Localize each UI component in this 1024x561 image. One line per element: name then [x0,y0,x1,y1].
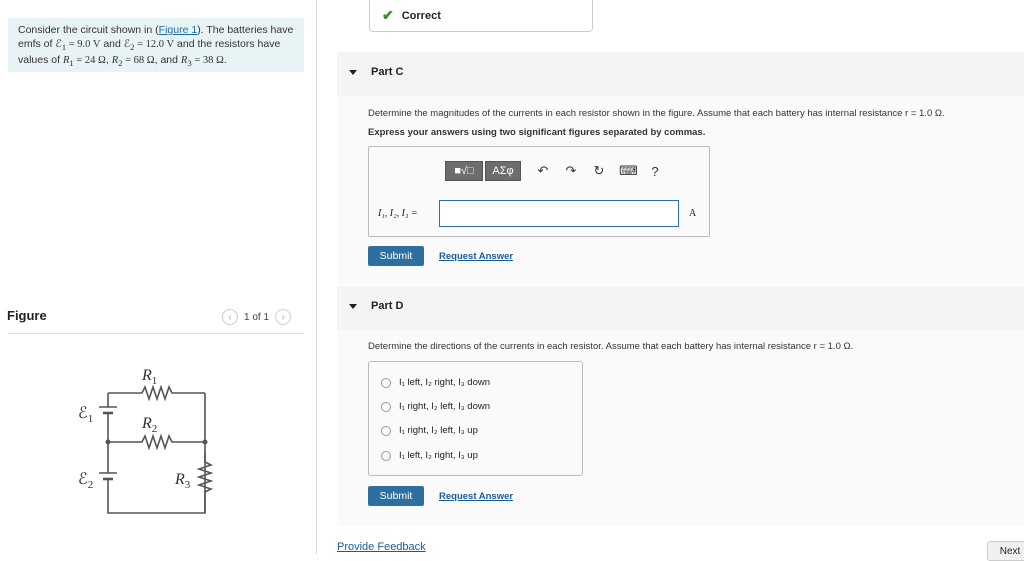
problem-statement: Consider the circuit shown in (Figure 1). The batteries have emfs of ℰ$_1$ = 9.0 V and ℰ$_2$ = 12.0 V and the resistors have values of $R_1 = 24$ Ω, $R_2 = 68$ Ω, and $R_3 = 38$ Ω. [8,18,304,72]
emf1-symbol: ℰ$_1$ = 9.0 V [55,38,101,52]
correct-status [369,0,593,32]
answer-input[interactable] [439,200,679,227]
circuit-diagram [70,360,230,520]
choice-option[interactable]: I₁ left, I₂ right, I₃ down [381,377,490,388]
answer-label: I₁, I₂, I₃ = [378,208,418,219]
collapse-triangle-icon [349,304,357,309]
r2-value: $R_2 = 68$ Ω [111,55,155,69]
radio-button[interactable] [381,426,391,436]
figure-link[interactable]: Figure 1 [158,24,198,36]
problem-text: and [100,37,124,50]
choice-option[interactable]: I₁ right, I₂ left, I₃ down [381,401,490,412]
help-icon[interactable]: ? [651,163,659,179]
check-icon: ✔ [382,7,394,23]
part-d-title: Part D [371,300,404,312]
radio-button[interactable] [381,451,391,461]
radio-button[interactable] [381,378,391,388]
part-d-header[interactable] [337,286,1024,330]
part-c-submit-button[interactable]: Submit [368,246,424,266]
part-d-request-answer-link[interactable]: Request Answer [439,491,514,502]
r1-resistor [108,387,205,399]
r1-label: $R_1$ [142,367,158,387]
circuit-wire [108,393,205,513]
r1-value: $R_1 = 24$ Ω [62,55,106,69]
undo-icon[interactable]: ↶ [537,163,549,178]
problem-text: Consider the circuit shown in ( [18,24,159,36]
figure-pager [222,309,291,325]
part-d-submit-button[interactable]: Submit [368,486,424,506]
prev-figure-button[interactable]: ‹ [222,309,238,325]
part-c-header[interactable] [337,52,1024,96]
r2-label: $R_2$ [142,415,158,435]
junction-node [203,440,208,445]
reset-icon[interactable]: ↻ [593,163,605,178]
direction-choices [368,361,583,476]
greek-symbols-button[interactable]: ΑΣφ [485,161,521,181]
answer-unit: A [689,208,697,219]
junction-node [106,440,111,445]
part-d-toggle[interactable] [349,300,403,312]
radio-button[interactable] [381,402,391,412]
math-toolbar [445,161,663,181]
part-c-prompt: Determine the magnitudes of the currents in each resistor shown in the figure. Assume that each battery has internal resistance r = 1.0 Ω. [368,108,945,119]
keyboard-icon[interactable]: ⌨ [619,163,638,178]
figure-page-count: 1 of 1 [244,311,270,323]
r3-resistor [199,452,211,513]
problem-text: ). The batteries have emfs of [18,24,294,50]
redo-icon[interactable]: ↷ [565,163,577,178]
r3-label: $R_3$ [175,471,191,491]
part-d-prompt: Determine the directions of the currents in each resistor. Assume that each battery has internal resistance r = 1.0 Ω. [368,341,854,352]
templates-button[interactable]: ■√□ [445,161,483,181]
collapse-triangle-icon [349,70,357,75]
emf1-label: ℰ$_1$ [78,405,94,425]
answer-box [368,146,710,237]
figure-title: Figure [7,308,47,323]
emf2-symbol: ℰ$_2$ = 12.0 V [123,38,175,52]
divider [8,333,304,334]
emf2-label: ℰ$_2$ [78,471,94,491]
part-c-instruction: Express your answers using two significant figures separated by commas. [368,127,706,138]
part-c-request-answer-link[interactable]: Request Answer [439,251,514,262]
problem-text: , and [154,54,181,67]
status-label: Correct [401,9,441,22]
choice-option[interactable]: I₁ left, I₂ right, I₃ up [381,450,478,461]
right-panel [317,0,1024,557]
next-figure-button[interactable]: › [275,309,291,325]
part-c-title: Part C [371,66,404,78]
provide-feedback-link[interactable]: Provide Feedback [337,541,426,553]
part-c-toggle[interactable] [349,66,403,78]
problem-text: and the resistors have values of [18,37,281,67]
r3-value: $R_3 = 38$ Ω [180,55,224,69]
choice-option[interactable]: I₁ right, I₂ left, I₃ up [381,425,478,436]
next-button[interactable]: Next [987,541,1024,561]
r2-resistor [108,436,205,448]
left-panel [0,0,317,554]
